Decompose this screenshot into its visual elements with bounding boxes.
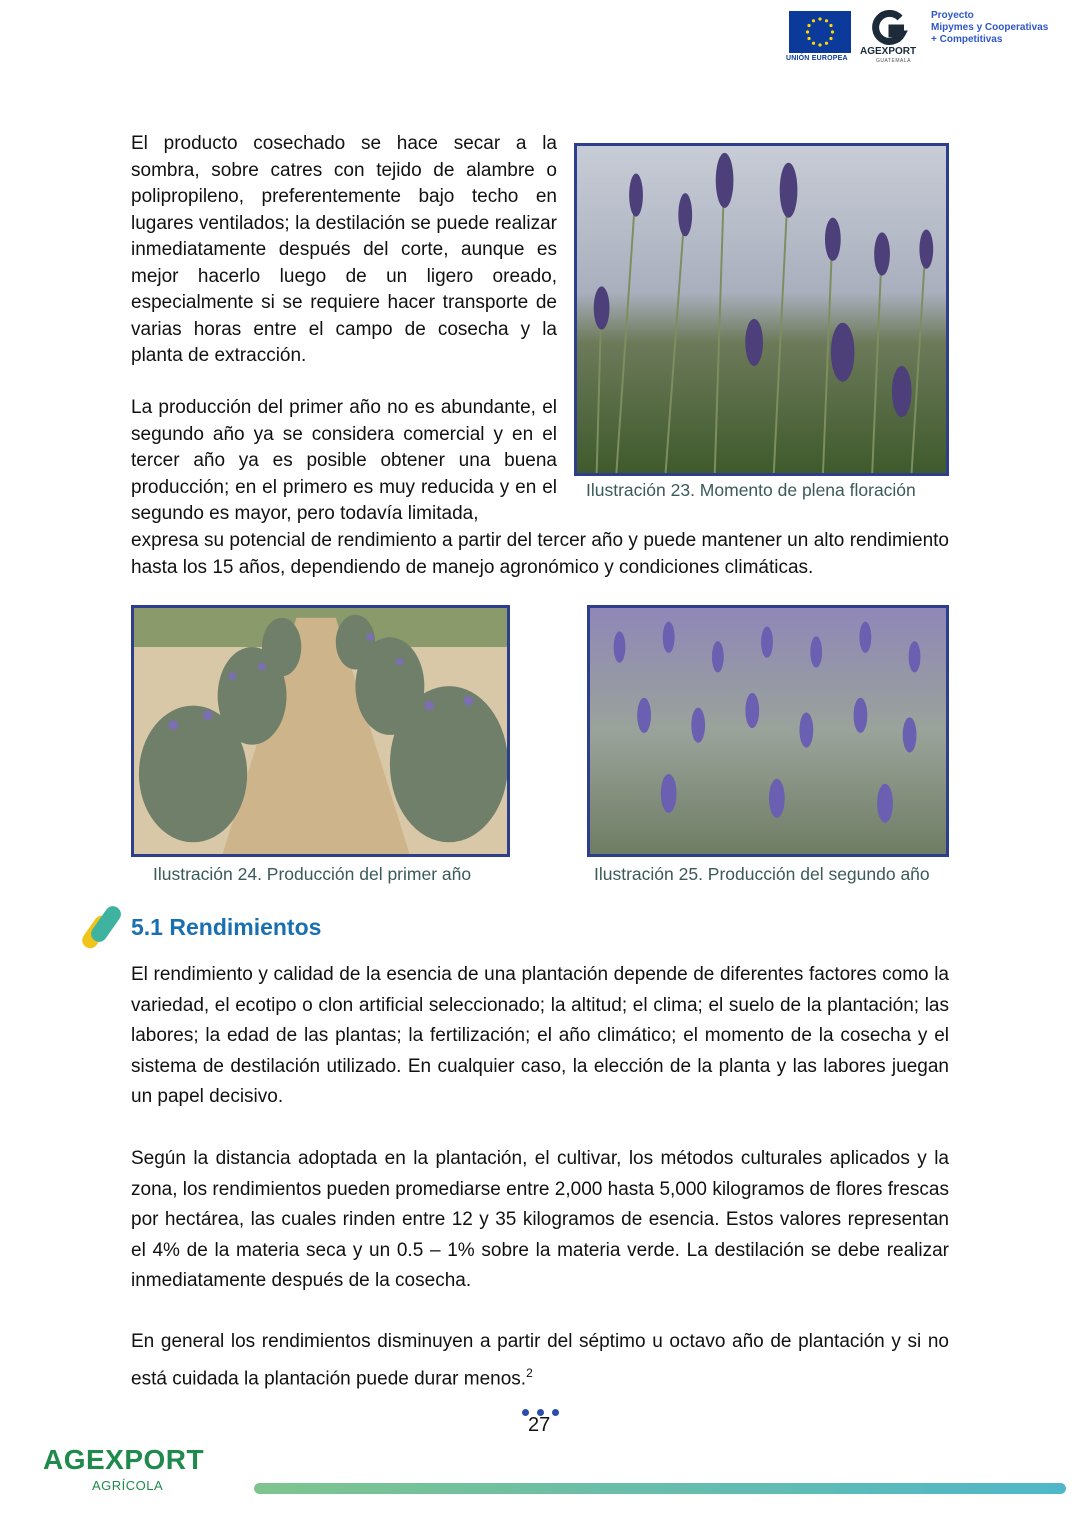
photo-first-year <box>131 605 510 857</box>
page-number: 27 <box>528 1414 551 1436</box>
photo-second-year <box>587 605 949 857</box>
guatemala-label: GUATEMALA <box>876 58 911 64</box>
photo-full-bloom <box>574 143 949 476</box>
paragraph-yield-decline: En general los rendimientos disminuyen a partir del séptimo u octavo año de plantación y si no está cuidada la plantación puede durar menos.$^2$ <box>131 1331 949 1389</box>
section-title: 5.1 Rendimientos <box>131 914 322 940</box>
eu-label: UNIÓN EUROPEA <box>786 55 848 62</box>
caption-25: Ilustración 25. Producción del segundo año <box>594 864 930 884</box>
agexport-footer-sub: AGRÍCOLA <box>92 1478 164 1493</box>
footnote-ref[interactable]: 2 <box>526 1365 533 1380</box>
paragraph-drying: El producto cosechado se hace secar a la sombra, sobre catres con tejido de alambre o polipropileno, preferentemente bajo techo en lugares ventilados; la destilación se puede realizar inmediatamente después del corte, aunque es mejor hacerlo luego de un ligero oreado, especialmente si se requiere hacer transporte de varias horas entre el campo de cosecha y la planta de extracción. <box>131 133 557 366</box>
project-title: Proyecto Mipymes y Cooperativas + Competitivas <box>931 10 1049 45</box>
agexport-header-label: AGEXPORT <box>860 46 917 57</box>
section-bullet-icon <box>82 900 128 950</box>
caption-24: Ilustración 24. Producción del primer año <box>153 864 472 884</box>
paragraph-yield-factors: El rendimiento y calidad de la esencia de una plantación depende de diferentes factores como la variedad, el ecotipo o clon artificial seleccionado; la altitud; el clima; el suelo de la plantación; las labores; la edad de las plantas; la fertilización; el año climático; el momento de la cosecha y el sistema de destilación utilizado. En cualquier caso, la elección de la planta y las labores juegan un papel decisivo. <box>131 964 949 1107</box>
paragraph-yield-amounts: Según la distancia adoptada en la plantación, el cultivar, los métodos culturales aplicados y la zona, los rendimientos pueden promediarse entre 2,000 hasta 5,000 kilogramos de flores frescas por hectárea, las cuales rinden entre 12 y 35 kilogramos de esencia. Estos valores representan el 4% de la materia seca y un 0.5 – 1% sobre la materia verde. La destilación se debe realizar inmediatamente después de la cosecha. <box>131 1148 949 1291</box>
caption-23: Ilustración 23. Momento de plena floración <box>586 480 916 500</box>
footer-gradient-bar <box>254 1483 1066 1494</box>
paragraph-production-narrow: La producción del primer año no es abundante, el segundo año ya se considera comercial y en el tercer año ya es posible obtener una buena producción; en el primero es muy reducida y en el segundo es mayor, pero todavía limitada, <box>131 397 557 524</box>
eu-flag-logo <box>789 11 851 53</box>
agexport-g-logo <box>870 10 910 46</box>
agexport-footer-logo: AGEXPORT <box>43 1444 205 1475</box>
paragraph-production-wide: expresa su potencial de rendimiento a partir del tercer año y puede mantener un alto rendimiento hasta los 15 años, dependiendo de manejo agronómico y condiciones climáticas. <box>131 530 949 578</box>
